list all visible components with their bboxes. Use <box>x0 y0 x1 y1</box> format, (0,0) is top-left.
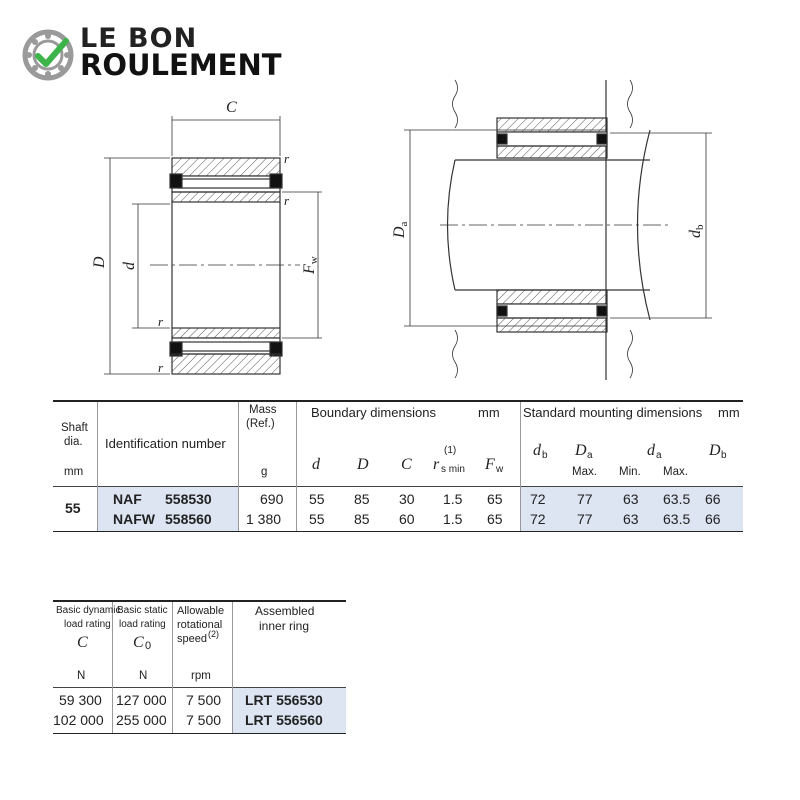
row1-Fw: 65 <box>487 491 503 507</box>
dim-label-Fw: Fw <box>301 256 320 274</box>
row2-prefix: NAFW <box>113 511 155 527</box>
col-da: d <box>647 442 655 459</box>
row1-number: 558530 <box>165 491 212 507</box>
header-speed-note: (2) <box>208 629 219 639</box>
header-stat-sym: C <box>133 634 144 651</box>
row1-d: 55 <box>309 491 325 507</box>
header-shaft: Shaft <box>61 422 88 434</box>
t2-row1-stat: 127 000 <box>116 692 167 708</box>
row1-D: 85 <box>354 491 370 507</box>
header-stat-sub: 0 <box>145 640 152 652</box>
header-dyn-unit: N <box>77 670 86 682</box>
header-shaft-unit: mm <box>64 466 84 478</box>
header-ident: Identification number <box>105 436 226 451</box>
col-d: d <box>312 456 320 473</box>
header-speed-1: Allowable <box>177 605 225 617</box>
bearing-section-view <box>104 116 322 374</box>
row2-rs: 1.5 <box>443 511 463 527</box>
row1-Da: 77 <box>577 491 593 507</box>
t2-row1-speed: 7 500 <box>186 692 222 708</box>
row1-da-max: 63.5 <box>663 491 691 507</box>
row2-da-max: 63.5 <box>663 511 691 527</box>
col-Da-max: Max. <box>572 466 597 478</box>
header-ring-1: Assembled <box>255 604 315 618</box>
row2-d: 55 <box>309 511 325 527</box>
header-speed-3: speed <box>177 633 207 645</box>
col-da-max: Max. <box>663 466 688 478</box>
row2-Fw: 65 <box>487 511 503 527</box>
dim-label-Da: Da <box>391 221 410 238</box>
header-dia: dia. <box>64 436 83 448</box>
t2-row2-ring: LRT 556560 <box>245 712 323 728</box>
t2-row2-dyn: 102 000 <box>53 712 104 728</box>
dim-label-db: db <box>687 224 706 238</box>
t2-row2-stat: 255 000 <box>116 712 167 728</box>
row1-db: 72 <box>530 491 546 507</box>
header-mass-ref: (Ref.) <box>246 418 275 430</box>
row1-C: 30 <box>399 491 415 507</box>
header-stat-1: Basic static <box>117 605 168 616</box>
dim-label-C: C <box>226 99 237 116</box>
col-Db-sub: b <box>721 450 727 461</box>
header-speed-unit: rpm <box>191 670 211 682</box>
radius-label-r4: r <box>158 360 164 375</box>
row1-mass: 690 <box>260 491 284 507</box>
logo-line-1: LE BON <box>80 23 198 54</box>
dimensions-table <box>53 400 743 533</box>
row2-D: 85 <box>354 511 370 527</box>
col-Da: D <box>575 442 587 459</box>
row2-mass: 1 380 <box>246 511 282 527</box>
col-Fw: F <box>485 456 495 473</box>
radius-label-r1: r <box>284 151 290 166</box>
header-stat-2: load rating <box>119 619 166 630</box>
dim-label-D: D <box>91 256 108 268</box>
header-dyn-1: Basic dynamic <box>56 605 121 616</box>
radius-label-r2: r <box>284 193 290 208</box>
row2-C: 60 <box>399 511 415 527</box>
row2-Da: 77 <box>577 511 593 527</box>
header-stat-unit: N <box>139 670 148 682</box>
row2-Db: 66 <box>705 511 721 527</box>
col-Da-sub: a <box>587 450 593 461</box>
col-C: C <box>401 456 412 473</box>
header-ring-2: inner ring <box>259 619 310 633</box>
col-Fw-sub: w <box>496 464 504 475</box>
col-rs: r <box>433 456 440 473</box>
header-dyn-2: load rating <box>64 619 111 630</box>
row2-da-min: 63 <box>623 511 639 527</box>
col-da-min: Min. <box>619 466 641 478</box>
row1-prefix: NAF <box>113 491 142 507</box>
shaft-value: 55 <box>65 500 81 516</box>
row1-Db: 66 <box>705 491 721 507</box>
header-mounting-unit: mm <box>718 405 740 420</box>
col-Db: D <box>709 442 721 459</box>
t2-row2-speed: 7 500 <box>186 712 222 728</box>
row2-number: 558560 <box>165 511 212 527</box>
col-db-sub: b <box>542 450 548 461</box>
col-da-sub: a <box>656 450 662 461</box>
radius-label-r3: r <box>158 314 164 329</box>
mounting-assembly-view <box>404 80 712 380</box>
col-rs-note: (1) <box>444 445 457 456</box>
header-mass-unit: g <box>261 466 268 478</box>
row2-db: 72 <box>530 511 546 527</box>
col-D: D <box>357 456 369 473</box>
header-boundary: Boundary dimensions <box>311 405 437 420</box>
header-speed-2: rotational <box>177 619 223 631</box>
row1-rs: 1.5 <box>443 491 463 507</box>
col-db: d <box>533 442 541 459</box>
col-rs-sub: s min <box>441 464 465 475</box>
row1-da-min: 63 <box>623 491 639 507</box>
t2-row1-dyn: 59 300 <box>59 692 102 708</box>
header-mounting: Standard mounting dimensions <box>523 405 703 420</box>
header-boundary-unit: mm <box>478 405 500 420</box>
logo-line-2: ROULEMENT <box>80 48 282 82</box>
header-dyn-sym: C <box>77 634 88 651</box>
t2-row1-ring: LRT 556530 <box>245 692 323 708</box>
dim-label-d: d <box>121 262 138 270</box>
header-mass: Mass <box>249 404 277 416</box>
load-rating-table <box>53 600 346 735</box>
